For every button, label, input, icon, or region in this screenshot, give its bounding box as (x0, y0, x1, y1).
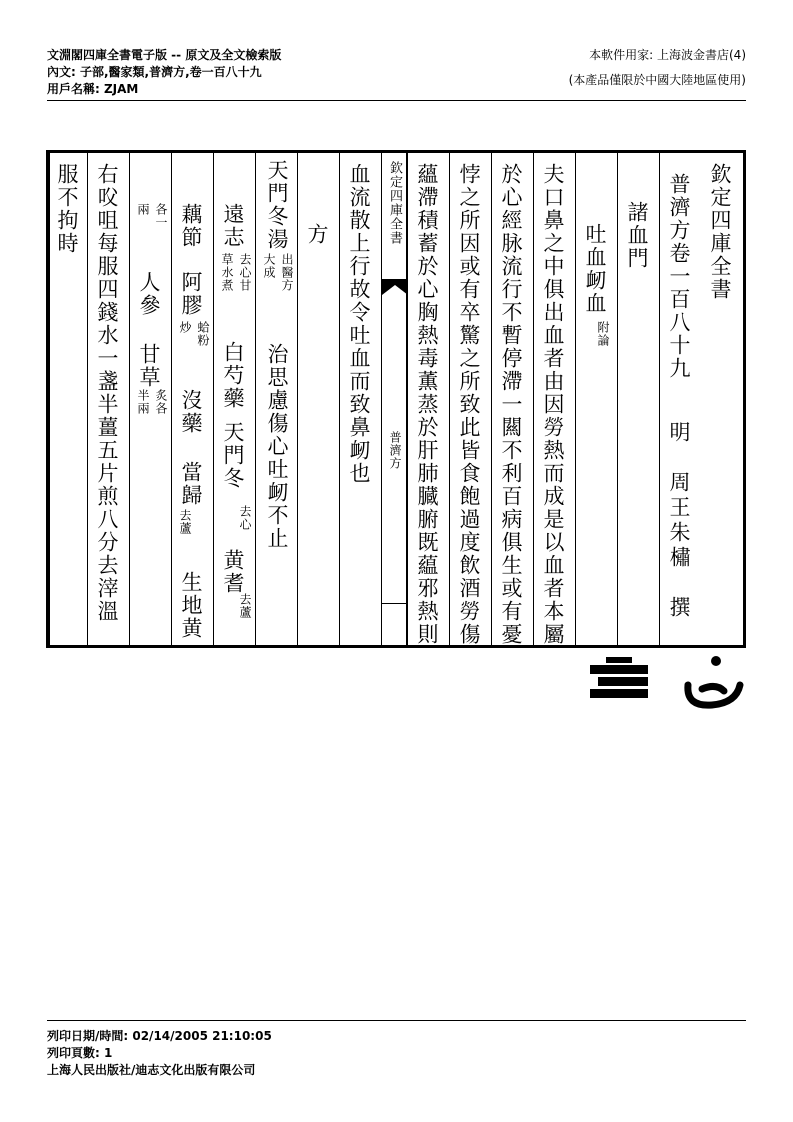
ingredient: 生地黄 (179, 571, 203, 640)
dosage-note: 兩 (136, 203, 150, 216)
header-region-notice: (本產品僅限於中國大陸地區使用) (568, 73, 746, 87)
banner-top-text: 欽定四庫全書 (387, 161, 402, 245)
publisher-logo (590, 655, 750, 715)
recipe-name: 天門冬湯 (265, 159, 289, 251)
banner-rule (382, 603, 408, 604)
instruction-line: 右㕮咀每服四錢水一盞半薑五片煎八分去滓溫 (95, 163, 119, 623)
footer (47, 1028, 272, 1079)
ingredient-note: 去心 (238, 505, 252, 531)
ingredient: 天門冬 (221, 421, 245, 490)
ingredient-note: 去蘆 (178, 509, 192, 535)
column-9 (297, 153, 339, 645)
header-rule (47, 100, 746, 101)
ingredient-note: 蛤粉 (196, 321, 210, 347)
column-11 (213, 153, 255, 645)
ingredient: 阿膠 (179, 271, 203, 317)
column-7 (407, 153, 449, 645)
dosage-note: 各一 (154, 203, 168, 229)
document-page-frame (46, 150, 746, 648)
column-14 (87, 153, 129, 645)
ingredient: 遠志 (221, 203, 245, 249)
column-4 (533, 153, 575, 645)
header-content-path: 內文: 子部,醫家類,普濟方,卷一百八十九 (47, 65, 262, 79)
dosage-note: 炙各 (154, 389, 168, 415)
ingredient-note: 去心甘 (238, 253, 252, 292)
header-title: 文淵閣四庫全書電子版 -- 原文及全文檢索版 (47, 48, 282, 62)
center-banner (381, 153, 407, 645)
fishtail-mark (382, 279, 408, 299)
column-2 (617, 153, 659, 645)
ingredient-note: 草水煮 (220, 253, 234, 292)
column-15 (49, 153, 87, 645)
column-13 (129, 153, 171, 645)
body-text-line: 悖之所因或有卒驚之所致此皆食飽過度飲酒勞傷 (457, 163, 481, 646)
ingredient: 當歸 (179, 461, 203, 507)
ingredient: 白芍藥 (221, 341, 245, 410)
ingredient-note: 炒 (178, 321, 192, 334)
column-12 (171, 153, 213, 645)
section-title: 諸血門 (625, 201, 649, 270)
column-6 (449, 153, 491, 645)
body-text-line: 血流散上行故令吐血而致鼻衂也 (347, 163, 371, 485)
print-datetime: 列印日期/時間: 02/14/2005 21:10:05 (47, 1029, 272, 1043)
ingredient: 黄耆 (221, 549, 245, 595)
column-0 (701, 153, 743, 645)
header-licensee: 本軟件用家: 上海波金書店(4) (589, 48, 746, 62)
instruction-line: 服不拘時 (55, 163, 79, 255)
column-3 (575, 153, 617, 645)
banner-bottom-text: 普濟方 (388, 431, 402, 470)
header-right (569, 47, 746, 89)
ingredient: 藕節 (179, 203, 203, 249)
body-text-line: 於心經脉流行不暫停滯一闗不利百病俱生或有憂 (499, 163, 523, 646)
footer-rule (47, 1020, 746, 1021)
volume-title: 普濟方卷一百八十九 (667, 173, 691, 380)
recipe-heading: 方 (305, 223, 329, 246)
dosage-note: 半兩 (136, 389, 150, 415)
publisher-credit: 上海人民出版社/迪志文化出版有限公司 (47, 1063, 256, 1077)
ingredient: 沒藥 (179, 389, 203, 435)
column-10 (255, 153, 297, 645)
subsection-title: 吐血衂血 (583, 223, 607, 315)
column-8 (339, 153, 381, 645)
heading-siku: 欽定四庫全書 (708, 163, 732, 301)
recipe-indication: 治思慮傷心吐衂不止 (265, 343, 289, 550)
body-text-line: 蘊滯積蓄於心胸熱毒薫蒸於肝肺臓腑既藴邪熱則 (415, 163, 439, 646)
header-left (47, 47, 281, 98)
column-5 (491, 153, 533, 645)
print-page-count: 列印頁數: 1 (47, 1046, 113, 1060)
body-text-line: 夫口鼻之中俱出血者由因勞熱而成是以血者本屬 (541, 163, 565, 646)
ingredient: 甘草 (137, 343, 161, 389)
recipe-source-note-b: 大成 (262, 253, 276, 279)
header-username: 用戶名稱: ZJAM (47, 82, 139, 96)
ingredient-note: 去蘆 (238, 593, 252, 619)
subsection-note: 附論 (596, 321, 610, 347)
recipe-source-note-a: 出醫方 (280, 253, 294, 292)
ingredient: 人參 (137, 271, 161, 317)
column-1 (659, 153, 701, 645)
author-line: 明 周王朱橚 撰 (667, 421, 691, 621)
